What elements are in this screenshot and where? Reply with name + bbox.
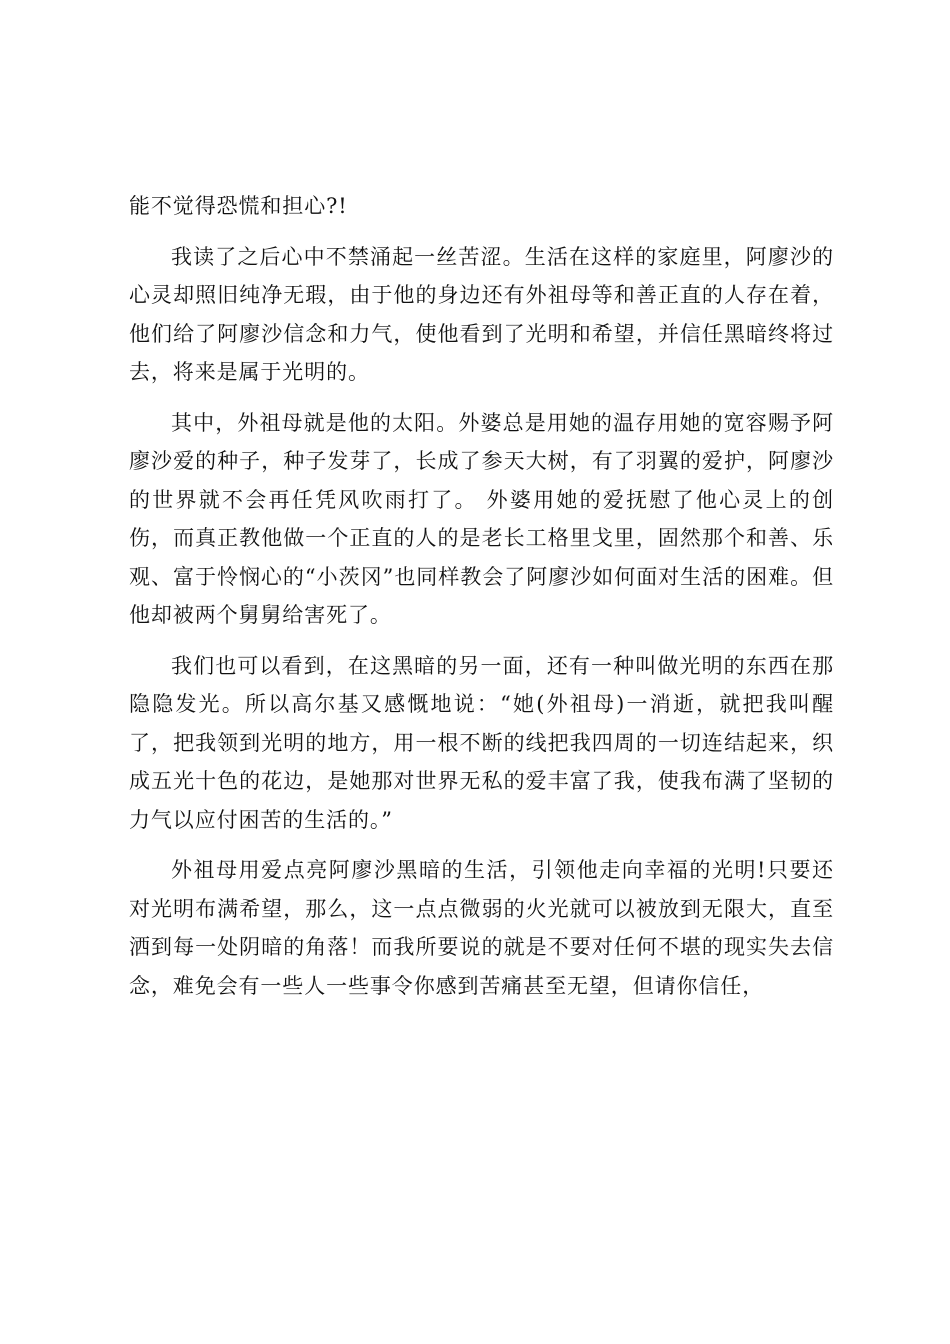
paragraph: 我读了之后心中不禁涌起一丝苦涩。生活在这样的家庭里，阿廖沙的心灵却照旧纯净无瑕，由于他的身边还有外祖母等和善正直的人存在着，他们给了阿廖沙信念和力气，使他看到了光明和希望，并信任黑暗终将过去，将来是属于光明的。 (129, 244, 834, 384)
document-body (129, 187, 834, 1017)
paragraph-continuation: 能不觉得恐慌和担心?! (129, 194, 348, 218)
paragraph: 我们也可以看到，在这黑暗的另一面，还有一种叫做光明的东西在那隐隐发光。所以高尔基又感慨地说：“她(外祖母)一消逝，就把我叫醒了，把我领到光明的地方，用一根不断的线把我四周的一切连结起来，织成五光十色的花边，是她那对世界无私的爱丰富了我，使我布满了坚韧的力气以应付困苦的生活的。” (129, 653, 834, 832)
paragraph: 其中，外祖母就是他的太阳。外婆总是用她的温存用她的宽容赐予阿廖沙爱的种子，种子发芽了，长成了参天大树，有了羽翼的爱护，阿廖沙的世界就不会再任凭风吹雨打了。 外婆用她的爱抚慰了他心灵上的创伤，而真正教他做一个正直的人的是老长工格里戈里，固然那个和善、乐观、富于怜悯心的“小茨冈”也同样教会了阿廖沙如何面对生活的困难。但他却被两个舅舅给害死了。 (129, 410, 834, 627)
paragraph: 外祖母用爱点亮阿廖沙黑暗的生活，引领他走向幸福的光明!只要还对光明布满希望，那么，这一点点微弱的火光就可以被放到无限大，直至洒到每一处阴暗的角落！而我所要说的就是不要对任何不堪的现实失去信念，难免会有一些人一些事令你感到苦痛甚至无望，但请你信任， (129, 858, 834, 998)
